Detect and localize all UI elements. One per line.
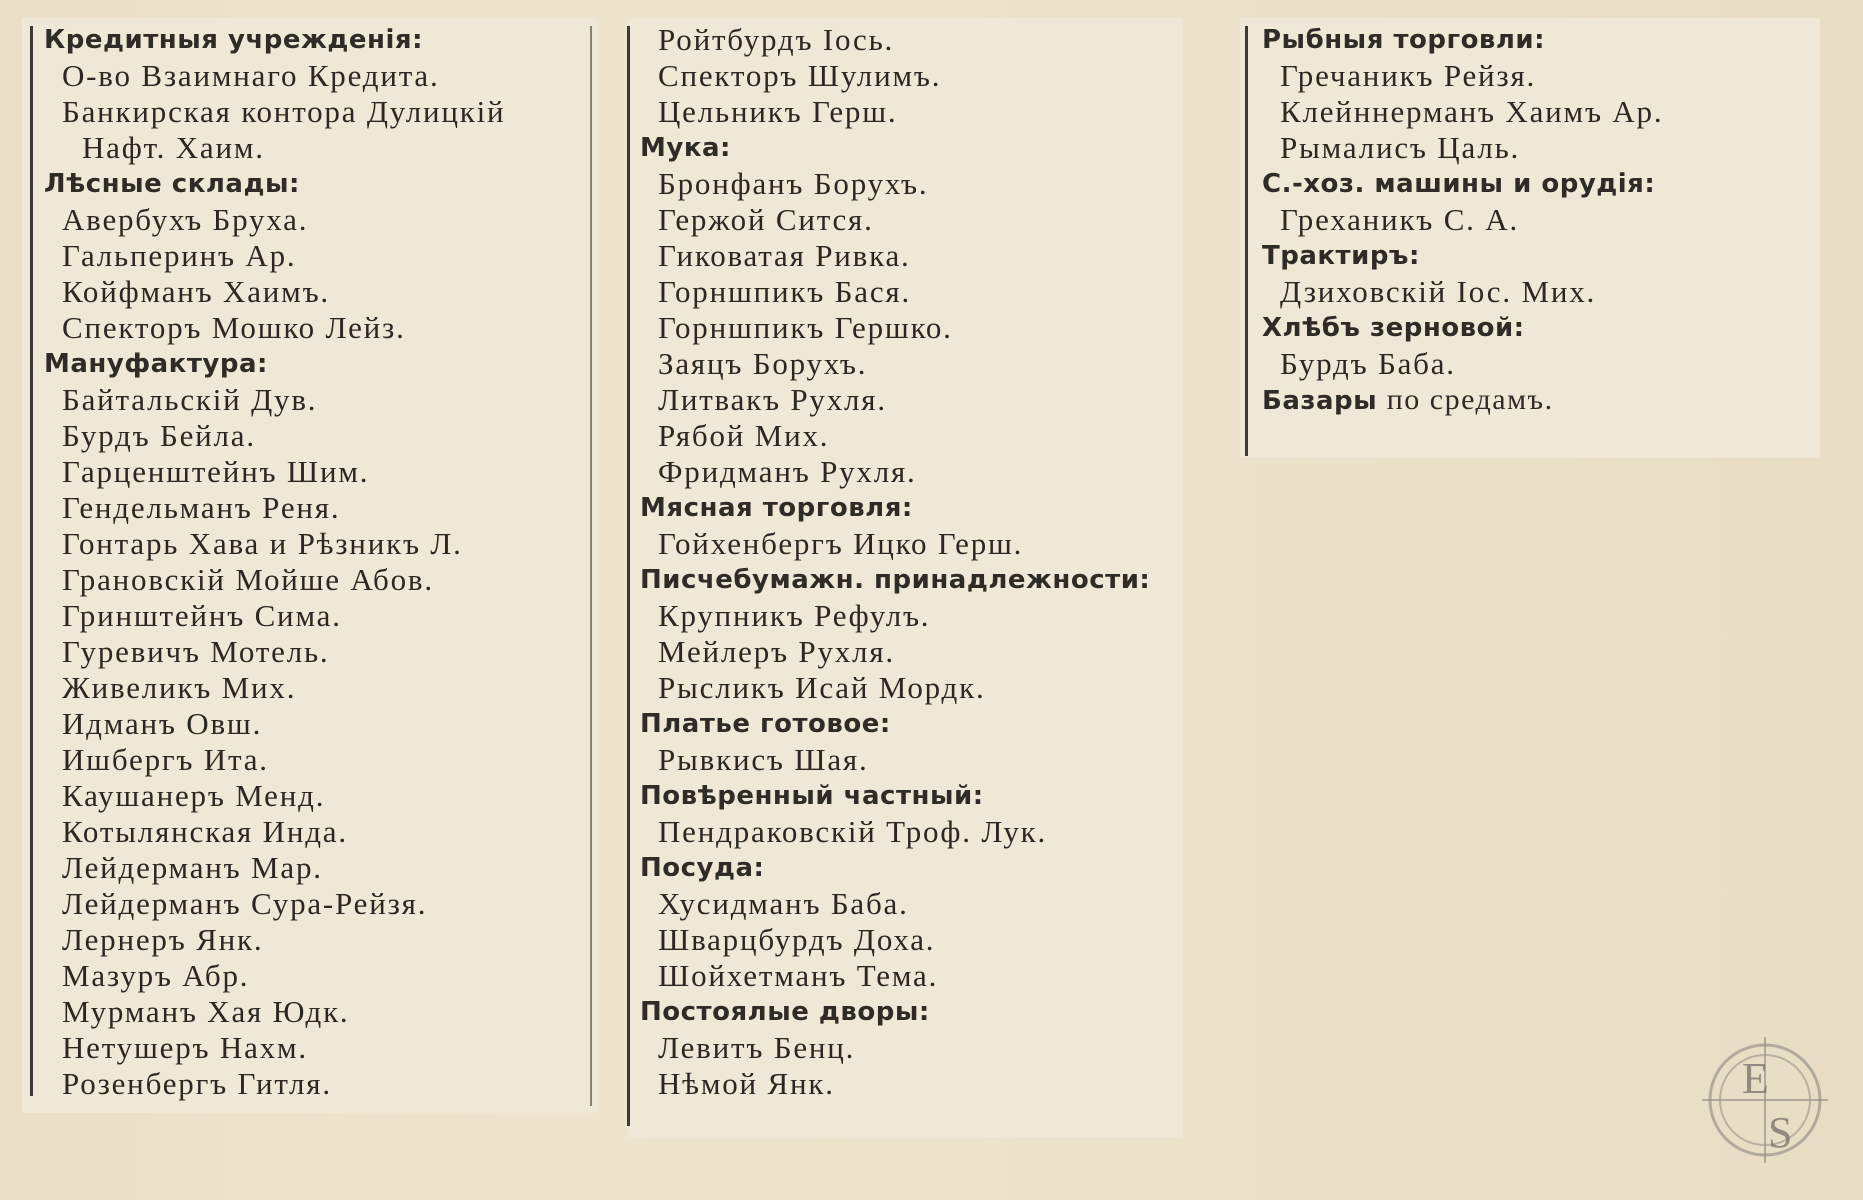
section-heading bbox=[1262, 238, 1663, 274]
directory-entry: Ройтбурдъ Іось. bbox=[658, 22, 895, 57]
directory-entry: Гендельманъ Реня. bbox=[62, 490, 341, 525]
column-rule-right bbox=[1245, 26, 1248, 456]
directory-entry: Бурдъ Баба. bbox=[1280, 346, 1456, 381]
section-heading-text: Посуда: bbox=[640, 853, 765, 883]
section-heading-text: Платье готовое: bbox=[640, 709, 891, 739]
section-heading bbox=[1262, 310, 1663, 346]
section-heading bbox=[640, 850, 1150, 886]
section-heading-text: С.-хоз. машины и орудія: bbox=[1262, 169, 1656, 199]
directory-entry: Бронфанъ Борухъ. bbox=[658, 166, 929, 201]
section-heading bbox=[1262, 166, 1663, 202]
directory-entry: Койфманъ Хаимъ. bbox=[62, 274, 330, 309]
directory-entry: Дзиховскій Іос. Мих. bbox=[1280, 274, 1597, 309]
directory-entry: Шварцбурдъ Доха. bbox=[658, 922, 936, 957]
section-heading-text: Лѣсные склады: bbox=[44, 169, 300, 199]
directory-entry: Байтальскій Дув. bbox=[62, 382, 318, 417]
directory-entry: Рымалисъ Цаль. bbox=[1280, 130, 1521, 165]
directory-entry: Котылянская Инда. bbox=[62, 814, 348, 849]
column-rule-middle-right bbox=[627, 26, 630, 1126]
directory-entry: Живеликъ Мих. bbox=[62, 670, 297, 705]
directory-entry: Спекторъ Мошко Лейз. bbox=[62, 310, 406, 345]
section-heading-text: Писчебумажн. принадлежности: bbox=[640, 565, 1151, 595]
directory-entry: Гуревичъ Мотель. bbox=[62, 634, 330, 669]
directory-entry: Рывкисъ Шая. bbox=[658, 742, 869, 777]
directory-entry-continuation: Нафт. Хаим. bbox=[82, 130, 265, 165]
directory-entry: Авербухъ Бруха. bbox=[62, 202, 309, 237]
section-heading bbox=[640, 130, 1150, 166]
section-heading bbox=[640, 490, 1150, 526]
section-heading bbox=[640, 706, 1150, 742]
directory-entry: Гиковатая Ривка. bbox=[658, 238, 911, 273]
directory-entry: Лернеръ Янк. bbox=[62, 922, 264, 957]
directory-entry: Грановскій Мойше Абов. bbox=[62, 562, 434, 597]
column-1 bbox=[44, 22, 505, 1102]
directory-entry: Гальперинъ Ар. bbox=[62, 238, 297, 273]
section-heading-text: Мануфактура: bbox=[44, 349, 268, 379]
directory-entry: Гарценштейнъ Шим. bbox=[62, 454, 370, 489]
section-heading-note: по средамъ. bbox=[1386, 383, 1554, 416]
directory-entry: Гонтарь Хава и Рѣзникъ Л. bbox=[62, 526, 463, 561]
column-rule-middle-left bbox=[590, 26, 592, 1106]
column-rule-left bbox=[30, 26, 33, 1096]
directory-entry: Лейдерманъ Мар. bbox=[62, 850, 323, 885]
directory-entry: Ишбергъ Ита. bbox=[62, 742, 269, 777]
directory-entry: Литвакъ Рухля. bbox=[658, 382, 887, 417]
directory-entry: Бурдъ Бейла. bbox=[62, 418, 256, 453]
directory-entry: Рябой Мих. bbox=[658, 418, 830, 453]
directory-entry: Рысликъ Исай Мордк. bbox=[658, 670, 986, 705]
directory-entry: Каушанеръ Менд. bbox=[62, 778, 326, 813]
directory-entry: Идманъ Овш. bbox=[62, 706, 263, 741]
section-heading bbox=[640, 994, 1150, 1030]
directory-entry: Банкирская контора Дулицкій bbox=[62, 94, 506, 129]
directory-entry: Мейлеръ Рухля. bbox=[658, 634, 895, 669]
directory-entry: Фридманъ Рухля. bbox=[658, 454, 917, 489]
directory-entry: Гойхенбергъ Ицко Герш. bbox=[658, 526, 1024, 561]
section-heading bbox=[640, 778, 1150, 814]
section-heading-text: Хлѣбъ зерновой: bbox=[1262, 313, 1525, 343]
section-heading bbox=[1262, 382, 1663, 418]
directory-entry: О-во Взаимнаго Кредита. bbox=[62, 58, 440, 93]
es-watermark-stamp bbox=[1700, 1035, 1830, 1165]
section-heading-text: Мясная торговля: bbox=[640, 493, 913, 523]
directory-entry: Нетушеръ Нахм. bbox=[62, 1030, 308, 1065]
directory-entry: Левитъ Бенц. bbox=[658, 1030, 856, 1065]
section-heading-text: Мука: bbox=[640, 133, 731, 163]
directory-entry: Гринштейнъ Сима. bbox=[62, 598, 342, 633]
section-heading-text: Трактиръ: bbox=[1262, 241, 1420, 271]
directory-entry: Мазуръ Абр. bbox=[62, 958, 250, 993]
directory-entry: Шойхетманъ Тема. bbox=[658, 958, 939, 993]
directory-entry: Спекторъ Шулимъ. bbox=[658, 58, 942, 93]
stamp-letter-s: S bbox=[1768, 1108, 1793, 1157]
section-heading bbox=[640, 562, 1150, 598]
directory-entry: Горншпикъ Бася. bbox=[658, 274, 912, 309]
section-heading-text: Рыбныя торговли: bbox=[1262, 25, 1546, 55]
directory-entry: Пендраковскій Троф. Лук. bbox=[658, 814, 1048, 849]
directory-entry: Розенбергъ Гитля. bbox=[62, 1066, 332, 1101]
directory-entry: Хусидманъ Баба. bbox=[658, 886, 909, 921]
directory-entry: Гречаникъ Рейзя. bbox=[1280, 58, 1537, 93]
directory-entry: Лейдерманъ Сура-Рейзя. bbox=[62, 886, 428, 921]
directory-entry: Гержой Сится. bbox=[658, 202, 874, 237]
directory-entry: Клейннерманъ Хаимъ Ар. bbox=[1280, 94, 1664, 129]
section-heading-text: Кредитныя учрежденія: bbox=[44, 25, 424, 55]
section-heading bbox=[44, 346, 505, 382]
directory-entry: Горншпикъ Гершко. bbox=[658, 310, 953, 345]
section-heading bbox=[1262, 22, 1663, 58]
column-3 bbox=[1262, 22, 1663, 418]
section-heading-text: Постоялые дворы: bbox=[640, 997, 930, 1027]
directory-entry: Греханикъ С. А. bbox=[1280, 202, 1520, 237]
section-heading bbox=[44, 166, 505, 202]
section-heading-text: Базары bbox=[1262, 386, 1378, 416]
stamp-letter-e: E bbox=[1742, 1054, 1769, 1103]
section-heading bbox=[44, 22, 505, 58]
section-heading-text: Повѣренный частный: bbox=[640, 781, 984, 811]
directory-entry: Цельникъ Герш. bbox=[658, 94, 898, 129]
directory-entry: Заяцъ Борухъ. bbox=[658, 346, 868, 381]
directory-entry: Крупникъ Рефулъ. bbox=[658, 598, 931, 633]
directory-entry: Мурманъ Хая Юдк. bbox=[62, 994, 350, 1029]
directory-entry: Нѣмой Янк. bbox=[658, 1066, 835, 1101]
column-2 bbox=[640, 22, 1150, 1102]
